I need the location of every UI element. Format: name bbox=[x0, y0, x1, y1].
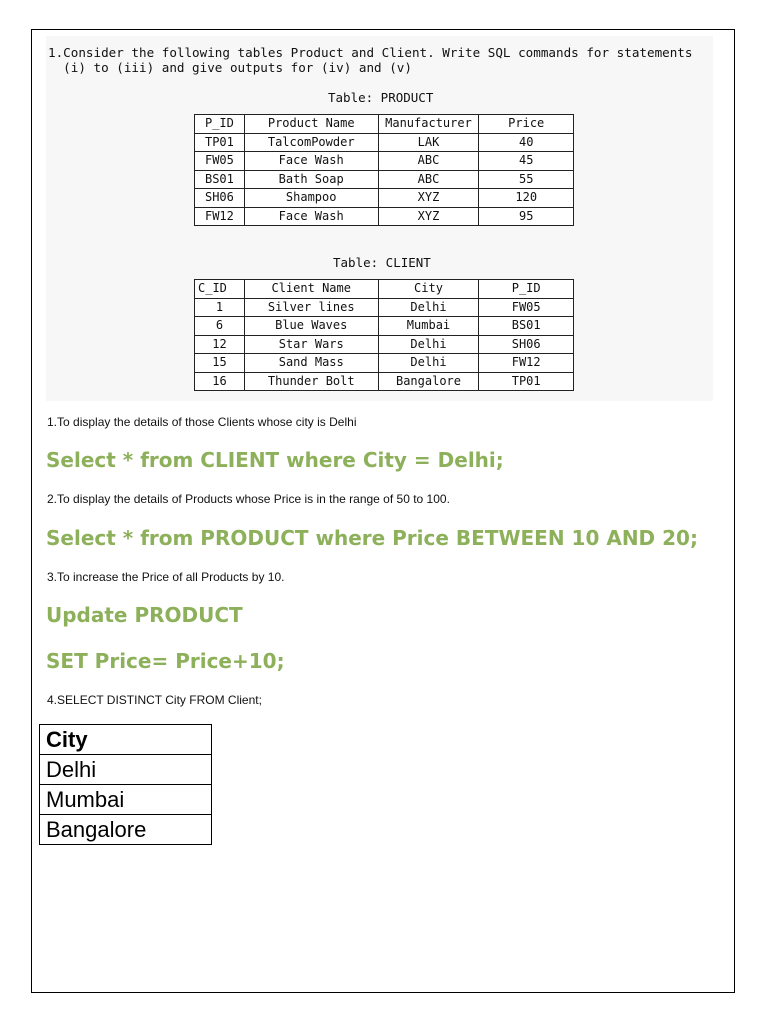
table-row bbox=[195, 207, 574, 226]
table-row bbox=[195, 152, 574, 171]
statement-1: 1.To display the details of those Clients whose city is Delhi bbox=[47, 415, 357, 429]
table-cell: 1 bbox=[195, 298, 245, 317]
column-header: Price bbox=[479, 115, 574, 134]
table-row bbox=[195, 298, 574, 317]
column-header: City bbox=[378, 280, 479, 299]
product-table bbox=[194, 114, 574, 226]
sql-answer-2: Select * from PRODUCT where Price BETWEEN 10 AND 20; bbox=[46, 526, 698, 550]
table-header-row bbox=[195, 115, 574, 134]
table-cell: ABC bbox=[378, 170, 479, 189]
table-cell: Face Wash bbox=[244, 152, 378, 171]
statement-2: 2.To display the details of Products whose Price is in the range of 50 to 100. bbox=[47, 492, 450, 506]
table-row bbox=[195, 354, 574, 373]
question-line-2: (i) to (iii) and give outputs for (iv) and (v) bbox=[48, 60, 412, 75]
table-cell: Blue Waves bbox=[244, 317, 378, 336]
table-row bbox=[195, 335, 574, 354]
sql-answer-3-line-1: Update PRODUCT bbox=[46, 603, 243, 627]
table-cell: Star Wars bbox=[244, 335, 378, 354]
table-cell: 55 bbox=[479, 170, 574, 189]
table-cell: Mumbai bbox=[40, 785, 212, 815]
table-row bbox=[195, 170, 574, 189]
table-cell: Bangalore bbox=[40, 815, 212, 845]
table-cell: Silver lines bbox=[244, 298, 378, 317]
table-cell: Delhi bbox=[378, 354, 479, 373]
table-cell: Bath Soap bbox=[244, 170, 378, 189]
table-cell: Face Wash bbox=[244, 207, 378, 226]
table-header-row bbox=[195, 280, 574, 299]
table-cell: Delhi bbox=[378, 335, 479, 354]
table-cell: Mumbai bbox=[378, 317, 479, 336]
sql-answer-1: Select * from CLIENT where City = Delhi; bbox=[46, 448, 504, 472]
table-cell: FW05 bbox=[479, 298, 574, 317]
statement-4: 4.SELECT DISTINCT City FROM Client; bbox=[47, 693, 262, 707]
table-cell: TalcomPowder bbox=[244, 133, 378, 152]
client-table bbox=[194, 279, 574, 391]
table-cell: 12 bbox=[195, 335, 245, 354]
statement-3: 3.To increase the Price of all Products by 10. bbox=[47, 570, 285, 584]
table-cell: Bangalore bbox=[378, 372, 479, 391]
table-cell: Thunder Bolt bbox=[244, 372, 378, 391]
table-cell: BS01 bbox=[195, 170, 245, 189]
table-cell: 95 bbox=[479, 207, 574, 226]
table-cell: XYZ bbox=[378, 207, 479, 226]
column-header: P_ID bbox=[479, 280, 574, 299]
question-text bbox=[48, 45, 692, 75]
table-cell: Delhi bbox=[40, 755, 212, 785]
product-table-caption: Table: PRODUCT bbox=[328, 90, 434, 105]
column-header: Client Name bbox=[244, 280, 378, 299]
table-cell: Sand Mass bbox=[244, 354, 378, 373]
table-row bbox=[40, 815, 212, 845]
table-cell: BS01 bbox=[479, 317, 574, 336]
table-cell: 16 bbox=[195, 372, 245, 391]
table-cell: ABC bbox=[378, 152, 479, 171]
table-row bbox=[195, 372, 574, 391]
table-row bbox=[40, 785, 212, 815]
result-table bbox=[39, 724, 212, 845]
table-row bbox=[40, 755, 212, 785]
table-cell: 6 bbox=[195, 317, 245, 336]
table-cell: 120 bbox=[479, 189, 574, 208]
column-header: C_ID bbox=[195, 280, 245, 299]
table-cell: SH06 bbox=[195, 189, 245, 208]
table-cell: TP01 bbox=[479, 372, 574, 391]
table-cell: 15 bbox=[195, 354, 245, 373]
sql-answer-3-line-2: SET Price= Price+10; bbox=[46, 649, 285, 673]
table-cell: 40 bbox=[479, 133, 574, 152]
table-cell: LAK bbox=[378, 133, 479, 152]
client-table-caption: Table: CLIENT bbox=[333, 255, 431, 270]
column-header: Manufacturer bbox=[378, 115, 479, 134]
table-header-row bbox=[40, 725, 212, 755]
table-cell: TP01 bbox=[195, 133, 245, 152]
table-row bbox=[195, 317, 574, 336]
column-header: P_ID bbox=[195, 115, 245, 134]
table-cell: XYZ bbox=[378, 189, 479, 208]
table-row bbox=[195, 189, 574, 208]
table-cell: FW05 bbox=[195, 152, 245, 171]
table-cell: Shampoo bbox=[244, 189, 378, 208]
table-cell: FW12 bbox=[479, 354, 574, 373]
column-header: City bbox=[40, 725, 212, 755]
table-cell: Delhi bbox=[378, 298, 479, 317]
table-cell: SH06 bbox=[479, 335, 574, 354]
table-row bbox=[195, 133, 574, 152]
column-header: Product Name bbox=[244, 115, 378, 134]
table-cell: 45 bbox=[479, 152, 574, 171]
table-cell: FW12 bbox=[195, 207, 245, 226]
question-line-1: 1.Consider the following tables Product and Client. Write SQL commands for statements bbox=[48, 45, 693, 60]
